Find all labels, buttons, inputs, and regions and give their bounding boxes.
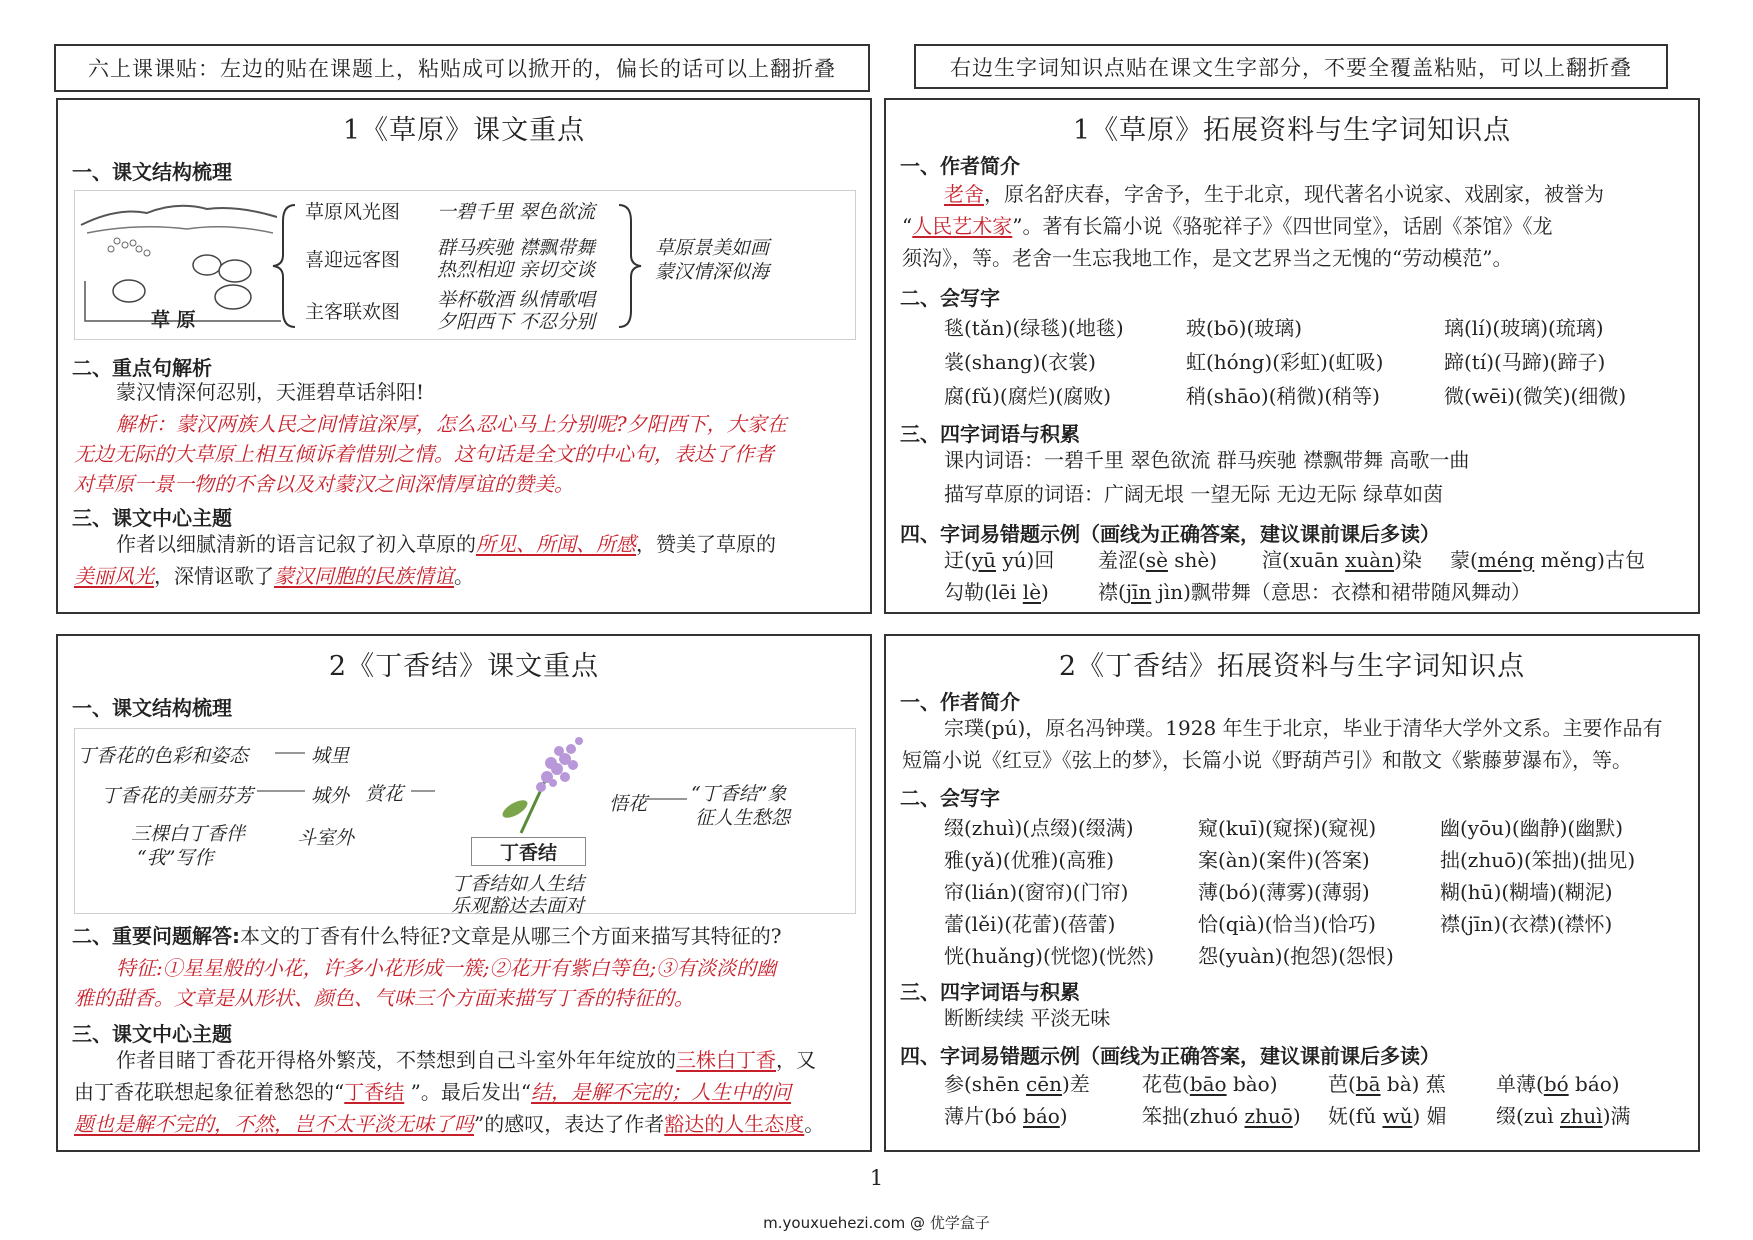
place-3: 斗室外 — [297, 827, 355, 849]
panel-title: 1《草原》拓展资料与生字词知识点 — [1072, 115, 1512, 146]
detail-2b: 热烈相迎 亲切交谈 — [437, 259, 596, 281]
key-sentence: 蒙汉情深何忍别，天涯碧草话斜阳! — [116, 380, 425, 404]
error-item: 蒙(méng měng)古包 — [1450, 548, 1645, 572]
panel-caoyuan-key-points — [56, 98, 872, 614]
question-line — [72, 920, 781, 953]
theme-text: 由丁香花联想起象征着愁怨的“ — [74, 1080, 345, 1104]
char-item: 蕾(lěi)(花蕾)(蓓蕾) — [944, 912, 1116, 936]
theme-line-3 — [74, 1108, 824, 1141]
bottom-item-2: 乐观豁达去面对 — [451, 895, 585, 917]
bio-text: ，原名舒庆春，字舍予，生于北京，现代著名小说家、戏剧家，被誉为 — [984, 182, 1604, 206]
error-item: 迂(yū yú)回 — [944, 548, 1055, 572]
char-item: 玻(bō)(玻璃) — [1186, 316, 1303, 340]
words-line-1: 课内词语：一碧千里 翠色欲流 群马疾驰 襟飘带舞 高歌一曲 — [944, 448, 1470, 472]
char-item: 虹(hóng)(彩虹)(虹吸) — [1186, 350, 1384, 374]
structure-diagram — [74, 728, 856, 917]
section-heading: 三、四字词语与积累 — [900, 422, 1080, 446]
page-number: 1 — [869, 1166, 884, 1190]
right-brace — [615, 201, 645, 331]
analysis-line-1: 解析：蒙汉两族人民之间情谊深厚，怎么忍心马上分别呢?夕阳西下，大家在 — [116, 412, 787, 436]
error-item: 单薄(bó báo) — [1496, 1072, 1620, 1096]
theme-text: ”的感叹，表达了作者 — [474, 1112, 665, 1136]
char-item: 稍(shāo)(稍微)(稍等) — [1186, 384, 1380, 408]
theme-text: 作者以细腻清新的语言记叙了初入草原的 — [116, 532, 476, 556]
panel-dingxiangjie-key-points — [56, 634, 872, 1152]
section-heading: 三、课文中心主题 — [72, 506, 232, 530]
error-item: 勾勒(lēi lè) — [944, 580, 1049, 604]
words-line: 断断续续 平淡无味 — [944, 1006, 1111, 1030]
error-item: 妩(fǔ wǔ) 媚 — [1328, 1104, 1447, 1128]
char-item: 窥(kuī)(窥探)(窥视) — [1198, 816, 1377, 840]
panel-title: 2《丁香结》课文重点 — [328, 651, 600, 682]
char-item: 雅(yǎ)(优雅)(高雅) — [944, 848, 1115, 872]
bio-text: ”。著有长篇小说《骆驼祥子》《四世同堂》，话剧《茶馆》《龙 — [1012, 214, 1553, 238]
appreciate-label: 赏花 — [365, 783, 404, 805]
bottom-item-1: 丁香结如人生结 — [451, 873, 585, 895]
section-heading: 三、四字词语与积累 — [900, 980, 1080, 1004]
panel-caoyuan-extension — [884, 98, 1700, 614]
detail-2a: 群马疾驰 襟飘带舞 — [437, 237, 596, 259]
char-item: 案(àn)(案件)(答案) — [1198, 848, 1370, 872]
section-heading: 一、课文结构梳理 — [72, 696, 232, 720]
theme-highlight: 所见、所闻、所感 — [476, 532, 636, 556]
detail-3a: 举杯敬酒 纵情歌唱 — [437, 289, 596, 311]
right-item-2: 征人生愁怨 — [695, 807, 791, 829]
bio-line-2: 短篇小说《红豆》《弦上的梦》，长篇小说《野葫芦引》和散文《紫藤萝瀑布》，等。 — [902, 748, 1632, 772]
section-heading: 三、课文中心主题 — [72, 1022, 232, 1046]
char-item: 襟(jīn)(衣襟)(襟怀) — [1440, 912, 1613, 936]
section-heading: 二、会写字 — [900, 786, 1000, 810]
char-item: 幽(yōu)(幽静)(幽默) — [1440, 816, 1624, 840]
char-item: 恍(huǎng)(恍惚)(恍然) — [944, 944, 1155, 968]
note-right: 右边生字词知识点贴在课文生字部分，不要全覆盖粘贴，可以上翻折叠 — [914, 44, 1668, 89]
words-line-2: 描写草原的词语：广阔无垠 一望无际 无边无际 绿草如茵 — [944, 482, 1444, 506]
theme-highlight: 结，是解不完的；人生中的问 — [531, 1080, 792, 1104]
note-left: 六上课课贴：左边的贴在课题上，粘贴成可以掀开的，偏长的话可以上翻折叠 — [54, 44, 870, 92]
topic-3: 主客联欢图 — [305, 301, 401, 323]
error-item: 花苞(bāo bào) — [1142, 1072, 1278, 1096]
theme-text: 作者目睹丁香花开得格外繁茂，不禁想到自己斗室外年年绽放的 — [116, 1048, 676, 1072]
theme-text: ”。最后发出“ — [404, 1080, 532, 1104]
panel-title: 1《草原》课文重点 — [342, 115, 586, 146]
char-item: 糊(hū)(糊墙)(糊泥) — [1440, 880, 1613, 904]
error-item: 笨拙(zhuó zhuō) — [1142, 1104, 1301, 1128]
theme-line-1 — [116, 1044, 816, 1077]
left-item-3b: “我”写作 — [137, 847, 214, 869]
bio-line-1 — [944, 178, 1604, 211]
theme-text: 。 — [454, 564, 474, 588]
bio-highlight: 人民艺术家 — [912, 214, 1013, 238]
image-label: 草 原 — [151, 309, 196, 331]
analysis-line-2: 无边无际的大草原上相互倾诉着惜别之情。这句话是全文的中心句，表达了作者 — [74, 442, 774, 466]
place-2: 城外 — [311, 785, 350, 807]
detail-1: 一碧千里 翠色欲流 — [437, 201, 596, 223]
error-item: 襟(jīn jìn)飘带舞（意思：衣襟和裙带随风舞动） — [1098, 580, 1531, 604]
theme-highlight: 三株白丁香 — [676, 1048, 776, 1072]
theme-line-2 — [74, 560, 474, 593]
left-item-1: 丁香花的色彩和姿态 — [77, 745, 249, 767]
left-item-2: 丁香花的美丽芬芳 — [101, 785, 254, 807]
theme-text: ，深情讴歌了 — [154, 564, 274, 588]
place-1: 城里 — [311, 745, 350, 767]
theme-highlight: 丁香结 — [344, 1080, 405, 1104]
error-item: 参(shēn cēn)差 — [944, 1072, 1090, 1096]
theme-highlight: 豁达的人生态度 — [664, 1112, 805, 1136]
author-name: 老舍 — [944, 182, 984, 206]
theme-text: ，赞美了草原的 — [636, 532, 776, 556]
topic-2: 喜迎远客图 — [305, 249, 401, 271]
enlighten-label: 悟花 — [609, 793, 648, 815]
bio-line-1: 宗璞(pú)，原名冯钟璞。1928 年生于北京，毕业于清华大学外文系。主要作品有 — [944, 716, 1663, 740]
left-item-3a: 三棵白丁香伴 — [131, 823, 246, 845]
char-item: 璃(lí)(玻璃)(琉璃) — [1444, 316, 1604, 340]
theme-highlight: 美丽风光 — [74, 564, 154, 588]
section-heading: 一、作者简介 — [900, 154, 1020, 178]
section-heading: 二、会写字 — [900, 286, 1000, 310]
section-heading: 四、字词易错题示例（画线为正确答案，建议课前课后多读） — [900, 522, 1440, 546]
char-item: 微(wēi)(微笑)(细微) — [1444, 384, 1627, 408]
section-heading: 二、重点句解析 — [72, 356, 212, 380]
bio-line-2 — [902, 210, 1552, 243]
theme-line-1 — [116, 528, 776, 561]
bio-text: “ — [902, 214, 913, 238]
char-item: 薄(bó)(薄雾)(薄弱) — [1198, 880, 1370, 904]
char-item: 蹄(tí)(马蹄)(蹄子) — [1444, 350, 1606, 374]
detail-3b: 夕阳西下 不忍分别 — [437, 311, 596, 333]
question-text: 本文的丁香有什么特征?文章是从哪三个方面来描写其特征的? — [240, 924, 782, 948]
char-item: 帘(lián)(窗帘)(门帘) — [944, 880, 1129, 904]
char-item: 毯(tǎn)(绿毯)(地毯) — [944, 316, 1124, 340]
section-heading: 四、字词易错题示例（画线为正确答案，建议课前课后多读） — [900, 1044, 1440, 1068]
error-item: 羞涩(sè shè) — [1098, 548, 1218, 572]
section-heading: 二、重要问题解答: — [72, 924, 240, 948]
error-item: 薄片(bó báo) — [944, 1104, 1068, 1128]
conclusion-2: 蒙汉情深似海 — [655, 261, 770, 283]
left-brace — [271, 201, 301, 331]
char-item: 拙(zhuō)(笨拙)(拙见) — [1440, 848, 1636, 872]
error-item: 渲(xuān xuàn)染 — [1262, 548, 1422, 572]
theme-text: ，又 — [776, 1048, 816, 1072]
right-item-1: “丁香结”象 — [691, 783, 787, 805]
char-item: 腐(fǔ)(腐烂)(腐败) — [944, 384, 1112, 408]
image-label: 丁香结 — [471, 837, 586, 866]
section-heading: 一、课文结构梳理 — [72, 160, 232, 184]
char-item: 裳(shang)(衣裳) — [944, 350, 1096, 374]
panel-title: 2《丁香结》拓展资料与生字词知识点 — [1058, 651, 1526, 682]
panel-dingxiangjie-extension — [884, 634, 1700, 1152]
bio-line-3: 须沟》，等。老舍一生忘我地工作，是文艺界当之无愧的“劳动模范”。 — [902, 246, 1513, 270]
char-item: 恰(qià)(恰当)(恰巧) — [1198, 912, 1376, 936]
answer-line-2: 雅的甜香。文章是从形状、颜色、气味三个方面来描写丁香的特征的。 — [74, 986, 694, 1010]
char-item: 怨(yuàn)(抱怨)(怨恨) — [1198, 944, 1394, 968]
char-item: 缀(zhuì)(点缀)(缀满) — [944, 816, 1134, 840]
topic-1: 草原风光图 — [305, 201, 401, 223]
analysis-line-3: 对草原一景一物的不舍以及对蒙汉之间深情厚谊的赞美。 — [74, 472, 574, 496]
theme-text: 。 — [804, 1112, 825, 1136]
error-item: 芭(bā bà) 蕉 — [1328, 1072, 1446, 1096]
section-heading: 一、作者简介 — [900, 690, 1020, 714]
error-item: 缀(zuì zhuì)满 — [1496, 1104, 1631, 1128]
footer-watermark: m.youxuehezi.com @ 优学盒子 — [763, 1214, 990, 1232]
theme-highlight: 蒙汉同胞的民族情谊 — [274, 564, 454, 588]
structure-diagram — [74, 190, 856, 340]
answer-line-1: 特征:①星星般的小花，许多小花形成一簇;②花开有紫白等色;③有淡淡的幽 — [116, 956, 777, 980]
lilac-flower-illustration — [485, 729, 615, 839]
theme-line-2 — [74, 1076, 791, 1109]
conclusion-1: 草原景美如画 — [655, 237, 770, 259]
theme-highlight: 题也是解不完的，不然，岂不太平淡无味了吗 — [74, 1112, 474, 1136]
